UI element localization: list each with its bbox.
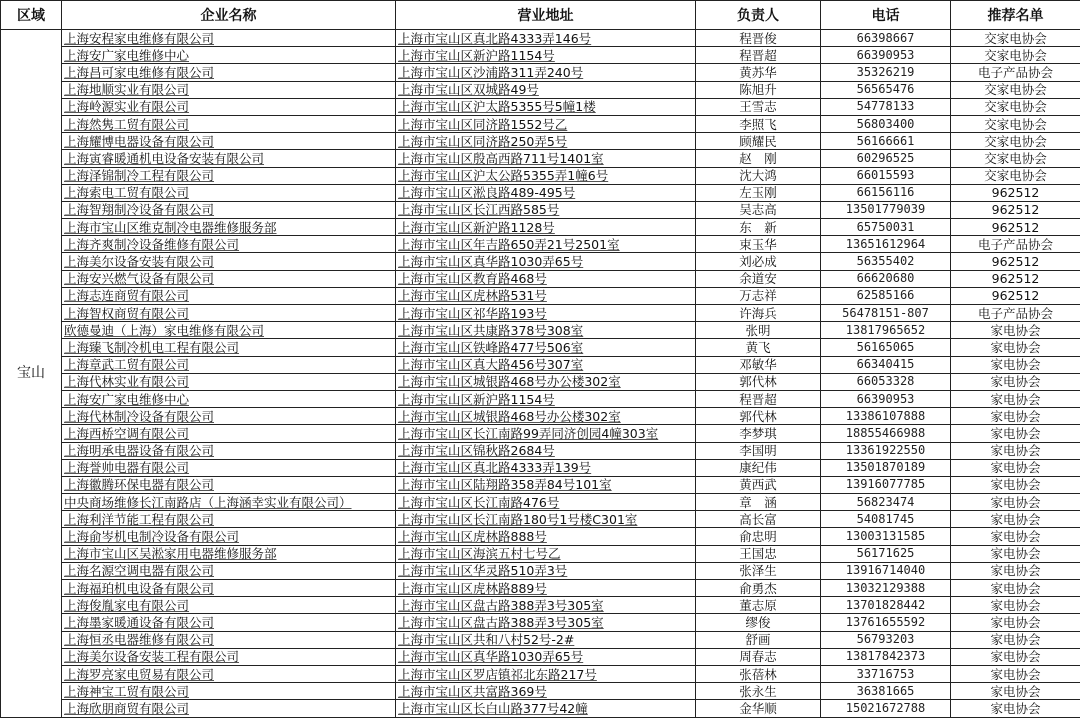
- company-name-cell: 上海泽锦制冷工程有限公司: [62, 167, 396, 184]
- company-name-cell: 上海罗亮家电贸易有限公司: [62, 665, 396, 682]
- phone-cell: 13386107888: [821, 408, 951, 425]
- phone-cell: 36381665: [821, 683, 951, 700]
- person-cell: 李国明: [696, 442, 821, 459]
- phone-cell: 13501779039: [821, 201, 951, 218]
- person-cell: 李照飞: [696, 115, 821, 132]
- recommend-list-cell: 家电协会: [951, 562, 1080, 579]
- address-cell: 上海市宝山区虎林路889号: [396, 580, 696, 597]
- recommend-list-cell: 家电协会: [951, 442, 1080, 459]
- table-row: [1, 133, 1080, 150]
- person-cell: 章 涵: [696, 494, 821, 511]
- person-cell: 万志祥: [696, 287, 821, 304]
- address-cell: 上海市宝山区教育路468号: [396, 270, 696, 287]
- person-cell: 邓敏华: [696, 356, 821, 373]
- company-name-cell: 上海俊胤家电有限公司: [62, 597, 396, 614]
- person-cell: 高长富: [696, 511, 821, 528]
- company-name-cell: 上海智权商贸有限公司: [62, 305, 396, 322]
- company-name-cell: 上海昌可家电维修有限公司: [62, 64, 396, 81]
- company-name-cell: 上海齐爽制冷设备维修有限公司: [62, 236, 396, 253]
- address-cell: 上海市宝山区真华路1030弄65号: [396, 648, 696, 665]
- table-row: [1, 373, 1080, 390]
- table-row: [1, 47, 1080, 64]
- person-cell: 张明: [696, 322, 821, 339]
- address-cell: 上海市宝山区盘古路388弄3号305室: [396, 597, 696, 614]
- address-cell: 上海市宝山区虎林路531号: [396, 287, 696, 304]
- phone-cell: 66620680: [821, 270, 951, 287]
- recommend-list-cell: 962512: [951, 184, 1080, 201]
- recommend-list-cell: 家电协会: [951, 580, 1080, 597]
- recommend-list-cell: 交家电协会: [951, 133, 1080, 150]
- table-row: [1, 631, 1080, 648]
- address-cell: 上海市宝山区淞良路489-495号: [396, 184, 696, 201]
- phone-cell: 66053328: [821, 373, 951, 390]
- phone-cell: 65750031: [821, 219, 951, 236]
- address-cell: 上海市宝山区真大路456号307室: [396, 356, 696, 373]
- company-name-cell: 上海誉帅电器有限公司: [62, 459, 396, 476]
- header-address: 营业地址: [396, 1, 696, 30]
- company-name-cell: 上海智翔制冷设备有限公司: [62, 201, 396, 218]
- table-row: [1, 408, 1080, 425]
- company-name-cell: 上海地顺实业有限公司: [62, 81, 396, 98]
- phone-cell: 56565476: [821, 81, 951, 98]
- table-row: [1, 476, 1080, 493]
- table-row: [1, 665, 1080, 682]
- header-phone: 电话: [821, 1, 951, 30]
- phone-cell: 56803400: [821, 115, 951, 132]
- phone-cell: 13361922550: [821, 442, 951, 459]
- address-cell: 上海市宝山区真华路1030弄65号: [396, 253, 696, 270]
- person-cell: 董志原: [696, 597, 821, 614]
- recommend-list-cell: 家电协会: [951, 356, 1080, 373]
- table-row: [1, 30, 1080, 47]
- phone-cell: 13651612964: [821, 236, 951, 253]
- recommend-list-cell: 家电协会: [951, 665, 1080, 682]
- table-row: [1, 459, 1080, 476]
- phone-cell: 54081745: [821, 511, 951, 528]
- table-row: [1, 700, 1080, 717]
- person-cell: 黄西武: [696, 476, 821, 493]
- phone-cell: 15021672788: [821, 700, 951, 717]
- phone-cell: 66398667: [821, 30, 951, 47]
- person-cell: 沈大鸿: [696, 167, 821, 184]
- header-recommend-list: 推荐名单: [951, 1, 1080, 30]
- recommend-list-cell: 交家电协会: [951, 47, 1080, 64]
- company-name-cell: 上海美尔设备安装有限公司: [62, 253, 396, 270]
- address-cell: 上海市宝山区同济路250弄5号: [396, 133, 696, 150]
- person-cell: 王国忠: [696, 545, 821, 562]
- table-row: [1, 236, 1080, 253]
- table-row: [1, 562, 1080, 579]
- recommend-list-cell: 家电协会: [951, 459, 1080, 476]
- table-row: [1, 219, 1080, 236]
- recommend-list-cell: 962512: [951, 287, 1080, 304]
- recommend-list-cell: 家电协会: [951, 322, 1080, 339]
- company-name-cell: 上海徽腾环保电器有限公司: [62, 476, 396, 493]
- company-name-cell: 上海代林实业有限公司: [62, 373, 396, 390]
- person-cell: 吴志高: [696, 201, 821, 218]
- recommend-list-cell: 电子产品协会: [951, 305, 1080, 322]
- table-row: [1, 253, 1080, 270]
- recommend-list-cell: 家电协会: [951, 425, 1080, 442]
- person-cell: 黄苏华: [696, 64, 821, 81]
- company-name-cell: 上海安兴燃气设备有限公司: [62, 270, 396, 287]
- phone-cell: 33716753: [821, 665, 951, 682]
- table-row: [1, 81, 1080, 98]
- address-cell: 上海市宝山区新沪路1128号: [396, 219, 696, 236]
- recommend-list-cell: 交家电协会: [951, 98, 1080, 115]
- person-cell: 张泽生: [696, 562, 821, 579]
- address-cell: 上海市宝山区沪太公路5355弄1幢6号: [396, 167, 696, 184]
- company-name-cell: 上海俞岑机电制冷设备有限公司: [62, 528, 396, 545]
- company-name-cell: 上海名源空调电器有限公司: [62, 562, 396, 579]
- recommend-list-cell: 962512: [951, 270, 1080, 287]
- person-cell: 余道安: [696, 270, 821, 287]
- company-name-cell: 上海利洋节能工程有限公司: [62, 511, 396, 528]
- phone-cell: 13701828442: [821, 597, 951, 614]
- phone-cell: 56166661: [821, 133, 951, 150]
- address-cell: 上海市宝山区真北路4333弄139号: [396, 459, 696, 476]
- recommend-list-cell: 家电协会: [951, 614, 1080, 631]
- address-cell: 上海市宝山区真北路4333弄146号: [396, 30, 696, 47]
- table-row: [1, 98, 1080, 115]
- phone-cell: 13501870189: [821, 459, 951, 476]
- address-cell: 上海市宝山区锦秋路2684号: [396, 442, 696, 459]
- recommend-list-cell: 962512: [951, 219, 1080, 236]
- person-cell: 束玉华: [696, 236, 821, 253]
- phone-cell: 66340415: [821, 356, 951, 373]
- phone-cell: 13817842373: [821, 648, 951, 665]
- address-cell: 上海市宝山区年吉路650弄21号2501室: [396, 236, 696, 253]
- phone-cell: 13916077785: [821, 476, 951, 493]
- company-name-cell: 上海索电工贸有限公司: [62, 184, 396, 201]
- table-row: [1, 528, 1080, 545]
- company-name-cell: 上海美尔设备安装工程有限公司: [62, 648, 396, 665]
- address-cell: 上海市宝山区殷高西路711号1401室: [396, 150, 696, 167]
- header-person: 负责人: [696, 1, 821, 30]
- table-row: [1, 356, 1080, 373]
- person-cell: 程晋超: [696, 390, 821, 407]
- region-cell: 宝山: [1, 30, 62, 718]
- company-name-cell: 上海市宝山区维克制冷电器维修服务部: [62, 219, 396, 236]
- recommend-list-cell: 家电协会: [951, 373, 1080, 390]
- person-cell: 顾耀民: [696, 133, 821, 150]
- recommend-list-cell: 962512: [951, 253, 1080, 270]
- address-cell: 上海市宝山区罗店镇祁北东路217号: [396, 665, 696, 682]
- address-cell: 上海市宝山区长江南路99弄同济创园4幢303室: [396, 425, 696, 442]
- recommend-list-cell: 家电协会: [951, 648, 1080, 665]
- header-company-name: 企业名称: [62, 1, 396, 30]
- table-row: [1, 425, 1080, 442]
- table-row: [1, 287, 1080, 304]
- phone-cell: 13003131585: [821, 528, 951, 545]
- recommend-list-cell: 家电协会: [951, 494, 1080, 511]
- person-cell: 俞勇杰: [696, 580, 821, 597]
- recommend-list-cell: 交家电协会: [951, 115, 1080, 132]
- company-name-cell: 上海岭源实业有限公司: [62, 98, 396, 115]
- company-name-cell: 中央商场维修长江南路店（上海涵幸实业有限公司）: [62, 494, 396, 511]
- person-cell: 程晋超: [696, 47, 821, 64]
- address-cell: 上海市宝山区祁华路193号: [396, 305, 696, 322]
- phone-cell: 13761655592: [821, 614, 951, 631]
- address-cell: 上海市宝山区虎林路888号: [396, 528, 696, 545]
- recommend-list-cell: 家电协会: [951, 700, 1080, 717]
- table-row: [1, 115, 1080, 132]
- address-cell: 上海市宝山区共康路378号308室: [396, 322, 696, 339]
- person-cell: 郭代林: [696, 408, 821, 425]
- person-cell: 左玉刚: [696, 184, 821, 201]
- company-name-cell: 上海代林制冷设备有限公司: [62, 408, 396, 425]
- person-cell: 陈旭升: [696, 81, 821, 98]
- person-cell: 许海兵: [696, 305, 821, 322]
- person-cell: 程晋俊: [696, 30, 821, 47]
- recommend-list-cell: 家电协会: [951, 339, 1080, 356]
- phone-cell: 56823474: [821, 494, 951, 511]
- table-row: [1, 580, 1080, 597]
- table-row: [1, 64, 1080, 81]
- phone-cell: 66390953: [821, 390, 951, 407]
- recommend-list-cell: 962512: [951, 201, 1080, 218]
- recommend-list-cell: 交家电协会: [951, 81, 1080, 98]
- phone-cell: 62585166: [821, 287, 951, 304]
- company-name-cell: 上海恒丞电器维修有限公司: [62, 631, 396, 648]
- company-name-cell: 上海欣朋商贸有限公司: [62, 700, 396, 717]
- company-name-cell: 上海神宝工贸有限公司: [62, 683, 396, 700]
- address-cell: 上海市宝山区共富路369号: [396, 683, 696, 700]
- person-cell: 黄飞: [696, 339, 821, 356]
- recommend-list-cell: 家电协会: [951, 597, 1080, 614]
- person-cell: 金华顺: [696, 700, 821, 717]
- person-cell: 李梦琪: [696, 425, 821, 442]
- recommend-list-cell: 交家电协会: [951, 150, 1080, 167]
- recommend-list-cell: 电子产品协会: [951, 64, 1080, 81]
- company-name-cell: 上海臻飞制冷机电工程有限公司: [62, 339, 396, 356]
- phone-cell: 18855466988: [821, 425, 951, 442]
- company-name-cell: 上海耀博电器设备有限公司: [62, 133, 396, 150]
- address-cell: 上海市宝山区新沪路1154号: [396, 390, 696, 407]
- recommend-list-cell: 交家电协会: [951, 167, 1080, 184]
- table-row: [1, 305, 1080, 322]
- company-name-cell: 上海市宝山区吴淞家用电器维修服务部: [62, 545, 396, 562]
- table-row: [1, 270, 1080, 287]
- table-row: [1, 494, 1080, 511]
- address-cell: 上海市宝山区海滨五村七号乙: [396, 545, 696, 562]
- company-name-cell: 上海墨家暖通设备有限公司: [62, 614, 396, 631]
- address-cell: 上海市宝山区长江西路585号: [396, 201, 696, 218]
- table-row: [1, 614, 1080, 631]
- table-row: [1, 322, 1080, 339]
- address-cell: 上海市宝山区华灵路510弄3号: [396, 562, 696, 579]
- company-name-cell: 上海安广家电维修中心: [62, 390, 396, 407]
- table-row: [1, 597, 1080, 614]
- table-row: [1, 390, 1080, 407]
- person-cell: 俞忠明: [696, 528, 821, 545]
- phone-cell: 66156116: [821, 184, 951, 201]
- address-cell: 上海市宝山区同济路1552号乙: [396, 115, 696, 132]
- company-name-cell: 上海志连商贸有限公司: [62, 287, 396, 304]
- recommend-list-cell: 家电协会: [951, 683, 1080, 700]
- phone-cell: 66390953: [821, 47, 951, 64]
- recommend-list-cell: 家电协会: [951, 408, 1080, 425]
- phone-cell: 56355402: [821, 253, 951, 270]
- person-cell: 东 新: [696, 219, 821, 236]
- recommend-list-cell: 家电协会: [951, 528, 1080, 545]
- table-body: [1, 30, 1080, 718]
- address-cell: 上海市宝山区沪太路5355号5幢1楼: [396, 98, 696, 115]
- company-name-cell: 上海寅睿暖通机电设备安装有限公司: [62, 150, 396, 167]
- person-cell: 康纪伟: [696, 459, 821, 476]
- address-cell: 上海市宝山区新沪路1154号: [396, 47, 696, 64]
- company-name-cell: 上海章武工贸有限公司: [62, 356, 396, 373]
- address-cell: 上海市宝山区沙浦路311弄240号: [396, 64, 696, 81]
- table-row: [1, 184, 1080, 201]
- company-name-cell: 上海安程家电维修有限公司: [62, 30, 396, 47]
- table-row: [1, 442, 1080, 459]
- table-row: [1, 201, 1080, 218]
- recommend-list-cell: 交家电协会: [951, 30, 1080, 47]
- header-row: [1, 1, 1080, 30]
- phone-cell: 35326219: [821, 64, 951, 81]
- address-cell: 上海市宝山区长白山路377号42幢: [396, 700, 696, 717]
- company-name-cell: 上海安广家电维修中心: [62, 47, 396, 64]
- address-cell: 上海市宝山区陆翔路358弄84号101室: [396, 476, 696, 493]
- address-cell: 上海市宝山区城银路468号办公楼302室: [396, 408, 696, 425]
- person-cell: 张蓓林: [696, 665, 821, 682]
- phone-cell: 54778133: [821, 98, 951, 115]
- company-name-cell: 上海西桥空调有限公司: [62, 425, 396, 442]
- company-name-cell: 上海然隽工贸有限公司: [62, 115, 396, 132]
- phone-cell: 13817965652: [821, 322, 951, 339]
- company-name-cell: 上海明承电器设备有限公司: [62, 442, 396, 459]
- recommend-list-cell: 家电协会: [951, 511, 1080, 528]
- person-cell: 缪俊: [696, 614, 821, 631]
- company-name-cell: 上海福珀机电设备有限公司: [62, 580, 396, 597]
- phone-cell: 66015593: [821, 167, 951, 184]
- recommend-list-cell: 电子产品协会: [951, 236, 1080, 253]
- table-row: [1, 167, 1080, 184]
- address-cell: 上海市宝山区共和八村52号-2#: [396, 631, 696, 648]
- phone-cell: 60296525: [821, 150, 951, 167]
- address-cell: 上海市宝山区长江南路476号: [396, 494, 696, 511]
- header-region: 区域: [1, 1, 62, 30]
- phone-cell: 13916714040: [821, 562, 951, 579]
- table-row: [1, 545, 1080, 562]
- table-row: [1, 648, 1080, 665]
- recommend-list-cell: 家电协会: [951, 390, 1080, 407]
- recommend-list-cell: 家电协会: [951, 476, 1080, 493]
- recommend-list-cell: 家电协会: [951, 545, 1080, 562]
- phone-cell: 13032129388: [821, 580, 951, 597]
- address-cell: 上海市宝山区双城路49号: [396, 81, 696, 98]
- address-cell: 上海市宝山区铁峰路477号506室: [396, 339, 696, 356]
- phone-cell: 56165065: [821, 339, 951, 356]
- person-cell: 周春志: [696, 648, 821, 665]
- address-cell: 上海市宝山区城银路468号办公楼302室: [396, 373, 696, 390]
- table-row: [1, 150, 1080, 167]
- person-cell: 赵 刚: [696, 150, 821, 167]
- table-row: [1, 339, 1080, 356]
- recommend-list-cell: 家电协会: [951, 631, 1080, 648]
- phone-cell: 56171625: [821, 545, 951, 562]
- person-cell: 刘必成: [696, 253, 821, 270]
- phone-cell: 56793203: [821, 631, 951, 648]
- table-row: [1, 511, 1080, 528]
- person-cell: 郭代林: [696, 373, 821, 390]
- company-name-cell: 欧德曼迪（上海）家电维修有限公司: [62, 322, 396, 339]
- table-row: [1, 683, 1080, 700]
- person-cell: 张永生: [696, 683, 821, 700]
- person-cell: 王雪志: [696, 98, 821, 115]
- address-cell: 上海市宝山区盘古路388弄3号305室: [396, 614, 696, 631]
- phone-cell: 56478151-807: [821, 305, 951, 322]
- address-cell: 上海市宝山区长江南路180号1号楼C301室: [396, 511, 696, 528]
- person-cell: 舒画: [696, 631, 821, 648]
